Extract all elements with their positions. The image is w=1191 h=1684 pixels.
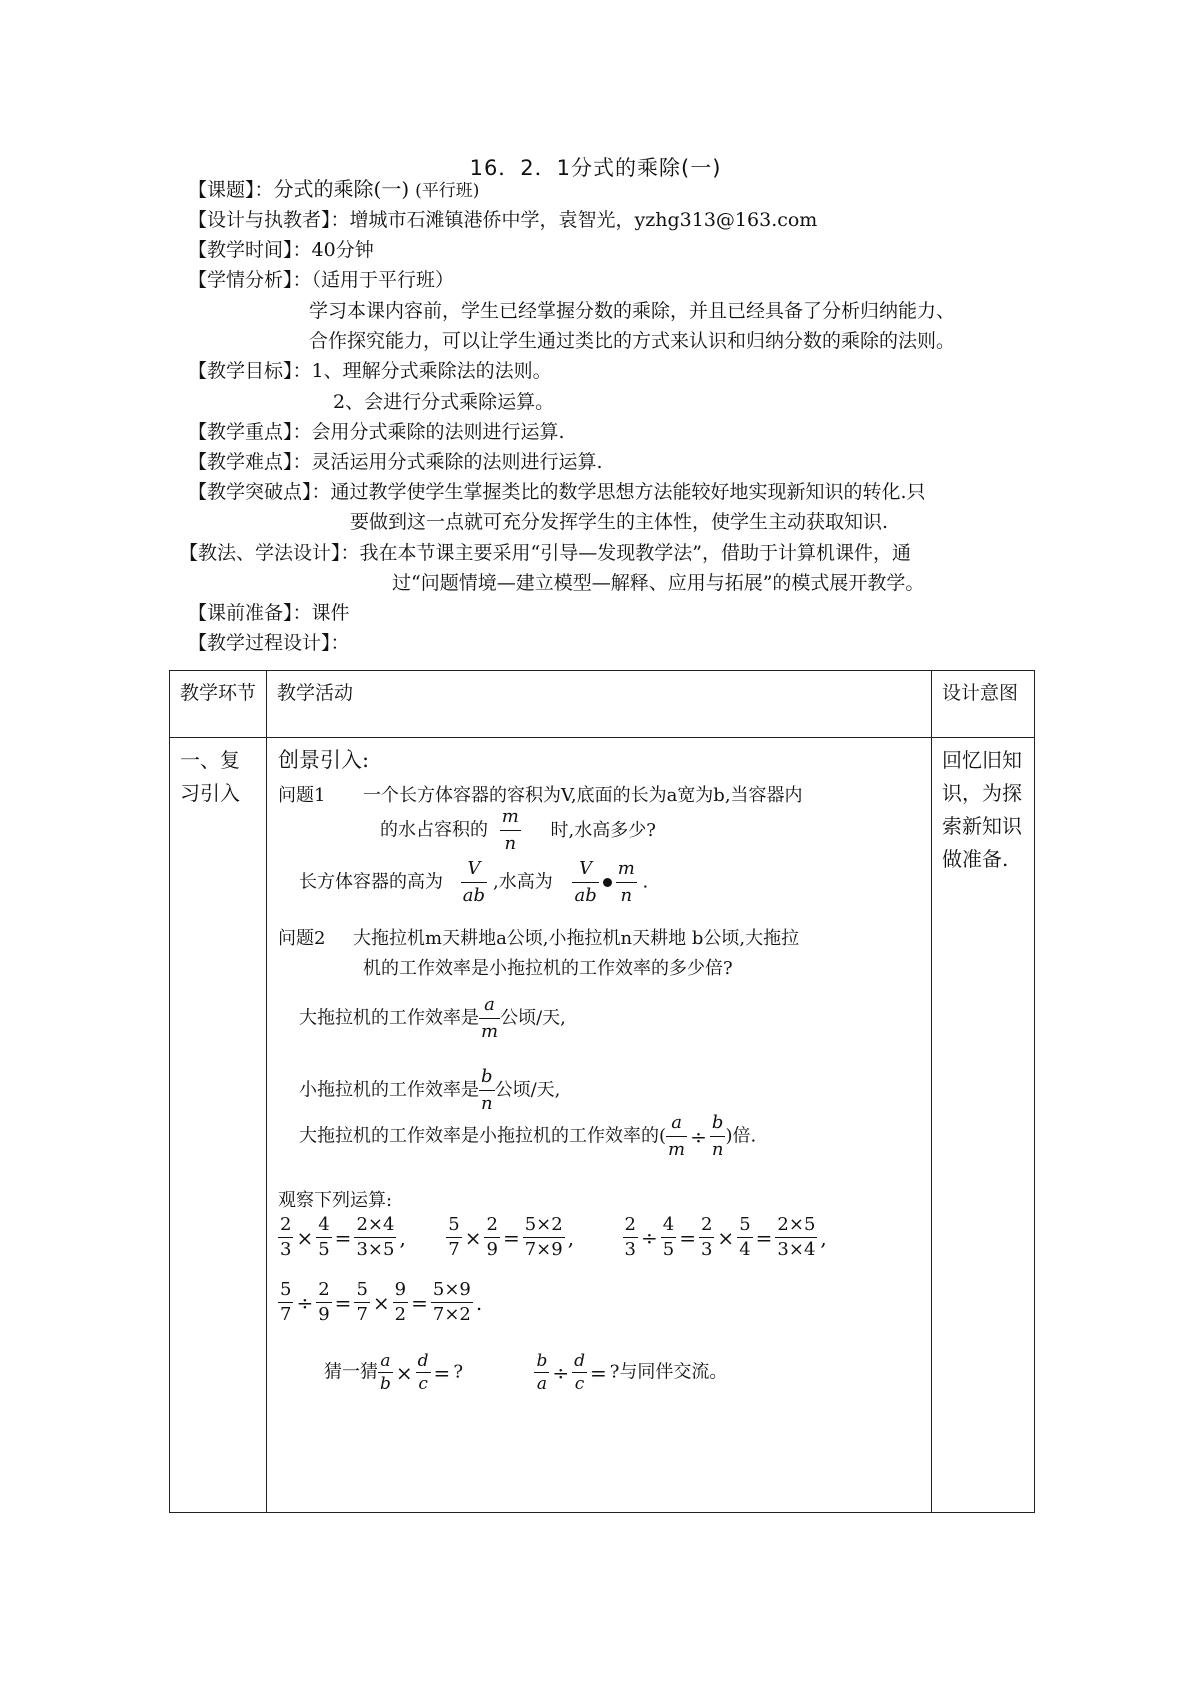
question-1-answer: 长方体容器的高为 $\frac{V}{ab}$ ,水高为 $\frac{V}{ab}$ $\frac{m}{n}$ . [299, 856, 648, 909]
question-1-label: 问题1 [278, 785, 326, 806]
process-table [169, 670, 1035, 1513]
method-label: 【教法、学法设计】： [179, 542, 360, 564]
activity-cell [267, 738, 932, 1513]
table-header-row [170, 671, 1035, 738]
prep-label: 【课前准备】： [188, 602, 312, 624]
topic-label: 【课题】： [188, 179, 274, 201]
topic-value: 分式的乘除(一) [273, 177, 410, 201]
fraction-b-over-n: $\frac{b}{n}$ [481, 1066, 493, 1114]
goal-2: 2、会进行分式乘除运算。 [333, 391, 555, 413]
difficulty-value: 灵活运用分式乘除的法则进行运算. [311, 451, 603, 473]
goal-1: 1、理解分式乘除法的法则。 [311, 360, 552, 382]
process-line [188, 630, 350, 656]
topic-note: (平行班) [415, 181, 480, 201]
breakthrough-text-1: 通过教学使学生掌握类比的数学思想方法能较好地实现新知识的转化.只 [330, 481, 926, 503]
example-row-2: $\frac{5}{7}$ ÷ $\frac{2}{9}$ = $\frac{5}{7}$ × $\frac{9}{2}$ = $\frac{5\times 9}{7\times 2}$ . [280, 1279, 483, 1325]
intent-cell: 回忆旧知识，为探索新知识做准备. [932, 738, 1035, 1513]
question-2-label: 问题2 [278, 928, 326, 949]
key-point-line [188, 419, 565, 445]
breakthrough-line [188, 479, 926, 505]
efficiency-ratio: 大拖拉机的工作效率是小拖拉机的工作效率的( $\frac{a}{m}$ ÷ $\frac{b}{n}$ )倍. [299, 1112, 757, 1160]
process-label: 【教学过程设计】： [188, 632, 350, 654]
analysis-text-2: 合作探究能力，可以让学生通过类比的方式来认识和归纳分数的乘除的法则。 [309, 330, 956, 352]
difficulty-line [188, 449, 603, 475]
dot-multiply-icon [603, 878, 612, 887]
goal-line [188, 358, 552, 384]
topic-line [188, 176, 479, 204]
question-2-text-1: 大拖拉机m天耕地a公顷,小拖拉机n天耕地 b公顷,大拖拉 [353, 928, 800, 949]
time-line [188, 237, 374, 263]
key-value: 会用分式乘除的法则进行运算. [311, 421, 565, 443]
designer-label: 【设计与执教者】： [188, 209, 350, 231]
table-row [170, 738, 1035, 1513]
designer-value: 增城市石滩镇港侨中学，袁智光，yzhg313@163.com [349, 209, 818, 231]
breakthrough-label: 【教学突破点】： [188, 481, 331, 503]
method-text-1: 我在本节课主要采用“引导—发现教学法”，借助于计算机课件，通 [359, 542, 911, 564]
header-cell-activity: 教学活动 [267, 671, 932, 738]
difficulty-label: 【教学难点】： [188, 451, 312, 473]
activity-heading: 创景引入: [278, 748, 370, 772]
method-line [179, 540, 911, 566]
observe-label: 观察下列运算: [278, 1190, 393, 1211]
big-tractor-efficiency: 大拖拉机的工作效率是 $\frac{a}{m}$ 公顷/天, [299, 992, 566, 1045]
analysis-label: 【学情分析】： [188, 269, 312, 291]
guess-line: 猜一猜 $\frac{a}{b}$ × $\frac{d}{c}$ = ? $\frac{b}{a}$ ÷ $\frac{d}{c}$ = ?与同伴交流。 [324, 1351, 728, 1394]
time-value: 40分钟 [311, 239, 374, 261]
question-1-text-2: 的水占容积的 $\frac{m}{n}$ 时,水高多少? [380, 804, 656, 857]
small-tractor-efficiency: 小拖拉机的工作效率是 $\frac{b}{n}$ 公顷/天, [299, 1064, 560, 1117]
question-2-text-2: 机的工作效率是小拖拉机的工作效率的多少倍? [363, 958, 733, 979]
fraction-m-over-n: $\frac{m}{n}$ [501, 806, 519, 854]
key-label: 【教学重点】： [188, 421, 312, 443]
question-1-text-1: 一个长方体容器的容积为V,底面的长为a宽为b,当容器内 [363, 785, 803, 806]
header-cell-intent: 设计意图 [932, 671, 1035, 738]
example-row-1: $\frac{2}{3}$ × $\frac{4}{5}$ = $\frac{2\times 4}{3\times 5}$ , $\frac{5}{7}$ × $\frac{2}{9}$ = $\frac{5\times 2}{7\times 9}$ , $\frac{2}{3}$ ÷ $\frac{4}{5}$ = $\frac{2}{3}$ × $\frac{5}{4}$ = $\frac{2\times 5}{3\times 4}$ , [280, 1214, 827, 1260]
page-title: 16．2．1分式的乘除(一) [469, 156, 722, 180]
analysis-note: （适用于平行班） [311, 269, 455, 291]
designer-line [188, 207, 817, 233]
goal-label: 【教学目标】： [188, 360, 312, 382]
analysis-text-1: 学习本课内容前，学生已经掌握分数的乘除，并且已经具备了分析归纳能力、 [309, 300, 956, 322]
analysis-line [188, 267, 454, 293]
prep-line [188, 600, 350, 626]
header-cell-stage: 教学环节 [170, 671, 267, 738]
stage-cell: 一、复习引入 [170, 738, 267, 1513]
fraction-v-over-ab: $\frac{V}{ab}$ [462, 858, 485, 906]
breakthrough-text-2: 要做到这一点就可充分发挥学生的主体性，使学生主动获取知识. [350, 511, 889, 533]
time-label: 【教学时间】： [188, 239, 312, 261]
prep-value: 课件 [311, 602, 350, 624]
method-text-2: 过“问题情境—建立模型—解释、应用与拓展”的模式展开教学。 [392, 572, 925, 594]
fraction-a-over-m: $\frac{a}{m}$ [481, 994, 499, 1042]
